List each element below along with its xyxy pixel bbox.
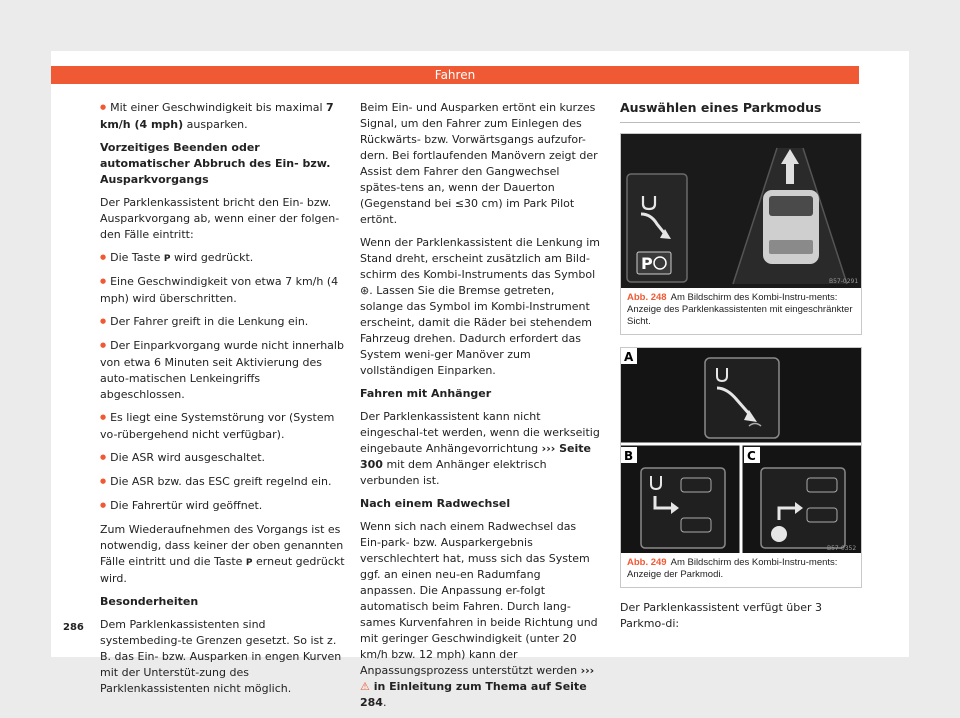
section-title: Auswählen eines Parkmodus: [620, 100, 860, 123]
list-item: ● Die ASR wird ausgeschaltet.: [100, 450, 345, 467]
page-link[interactable]: ›››: [580, 664, 595, 677]
paragraph: Zum Wiederaufnehmen des Vorgangs ist es notwendig, dass keiner der oben genannten Fälle eintritt und die Taste P erneut gedrückt wird.: [100, 523, 345, 585]
figure-caption: Abb. 248 Am Bildschirm des Kombi-Instru-ments: Anzeige des Parklenkassistenten mit eingeschränkter Sicht.: [627, 292, 853, 327]
svg-text:A: A: [624, 350, 634, 364]
list-item: ● Es liegt eine Systemstörung vor (System vo-rübergehend nicht verfügbar).: [100, 410, 345, 443]
column-2: [360, 100, 600, 718]
figure-caption: Abb. 249 Am Bildschirm des Kombi-Instru-ments: Anzeige der Parkmodi.: [627, 557, 838, 580]
paragraph: Wenn der Parklenkassistent die Lenkung im Stand dreht, erscheint zusätzlich am Bild-schirm des Kombi-Instruments das Symbol ⊛. Lassen Sie die Bremse getreten, solange das Symbol im Kombi-Instrument erscheint, damit die Räder bei stehendem Fahrzeug drehen. Dadurch erfordert das System weni-ger Manöver zum vollständigen Einparken.: [360, 236, 601, 377]
list-item: ● Mit einer Geschwindigkeit bis maximal 7 km/h (4 mph) ausparken.: [100, 100, 345, 133]
section-heading: Vorzeitiges Beenden oder automatischer Abbruch des Ein- bzw. Ausparkvorgangs: [100, 141, 331, 186]
svg-text:B57-0291: B57-0291: [829, 278, 859, 285]
svg-text:C: C: [747, 449, 756, 463]
list-item: ● Der Fahrer greift in die Lenkung ein.: [100, 314, 345, 331]
column-3: [620, 100, 860, 639]
svg-text:P: P: [641, 254, 653, 273]
paragraph: Beim Ein- und Ausparken ertönt ein kurzes Signal, um den Fahrer zum Einlegen des Rückwärts- bzw. Vorwärtsgangs aufzufor-dern. Bei fortlaufenden Manövern zeigt der Assist dem Fahrer den Gangwechsel spätes-tens an, wenn der Dauerton (Gegenstand bei ≤30 cm) im Park Pilot ertönt.: [360, 101, 598, 226]
section-heading: Fahren mit Anhänger: [360, 387, 492, 400]
paragraph: Der Parklenkassistent bricht den Ein- bzw. Ausparkvorgang ab, wenn einer der folgen-den Fälle eintritt:: [100, 196, 340, 241]
parking-modes-display-image: [621, 348, 861, 553]
list-item: ● Die Fahrertür wird geöffnet.: [100, 498, 345, 515]
list-item: ● Die ASR bzw. das ESC greift regelnd ein.: [100, 474, 345, 491]
paragraph: Dem Parklenkassistenten sind systembeding-te Grenzen gesetzt. So ist z. B. das Ein- bzw. Ausparken in engen Kurven mit der Unterstüt-zung des Parklenkassistenten nicht möglich.: [100, 618, 342, 695]
paragraph: Der Parklenkassistent verfügt über 3 Parkmo-di:: [620, 601, 823, 630]
park-button-icon: P: [163, 254, 171, 264]
chapter-header: Fahren: [51, 66, 859, 84]
page-number: 286: [63, 622, 84, 633]
figure-249: [620, 347, 862, 588]
warning-icon: ⚠: [360, 680, 370, 693]
paragraph: Wenn sich nach einem Radwechsel das Ein-park- bzw. Ausparkergebnis verschlechtert hat, muss sich das System ggf. an einen neu-en Radumfang anpassen. Die Anpassung er-folgt automatisch beim Fahren. Durch lang-sames Kurvenfahren in beide Richtung und mit geringer Geschwindigkeit (unter 20 km/h bzw. 12 mph) kann der Anpassungsprozess unterstützt werden ››› ⚠ in Einleitung zum Thema auf Seite 284.: [360, 520, 598, 709]
list-item: ● Der Einparkvorgang wurde nicht innerhalb von etwa 6 Minuten seit Aktivierung des auto-matischen Lenkeingriffs abgeschlossen.: [100, 338, 345, 403]
steering-symbol-icon: ⊛: [360, 284, 370, 297]
park-button-icon: P: [245, 558, 253, 568]
parking-assist-display-image: [621, 134, 861, 288]
paragraph: Der Parklenkassistent kann nicht eingeschal-tet werden, wenn die werkseitig eingebaute Anhängevorrichtung ››› Seite 300 mit dem Anhänger elektrisch verbunden ist.: [360, 410, 600, 487]
list-item: ● Die Taste P wird gedrückt.: [100, 250, 345, 267]
section-heading: Nach einem Radwechsel: [360, 497, 511, 510]
section-heading: Besonderheiten: [100, 595, 199, 608]
page-link[interactable]: in Einleitung zum Thema auf Seite 284: [360, 680, 587, 709]
page-link[interactable]: ››› Seite 300: [360, 442, 591, 471]
figure-248: [620, 133, 862, 335]
svg-text:B57-0352: B57-0352: [827, 545, 857, 552]
svg-text:B: B: [624, 449, 634, 463]
list-item: ● Eine Geschwindigkeit von etwa 7 km/h (4 mph) wird überschritten.: [100, 274, 345, 307]
column-1: [100, 100, 345, 704]
